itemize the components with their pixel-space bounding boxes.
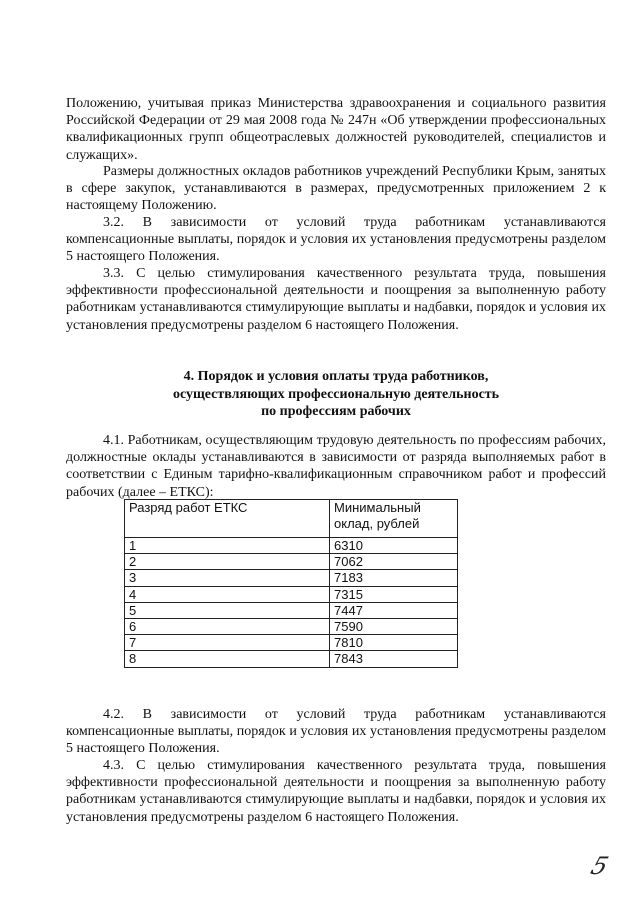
- salary-cell: 7183: [330, 570, 458, 586]
- paragraph-3-3: 3.3. С целью стимулирования качественного результата труда, повышения эффективности профессиональной деятельности и поощрения за выполненную работу работникам устанавливаются стимулирующие выплаты и надбавки, порядок и условия их установления предусмотрены разделом 6 настоящего Положения.: [66, 266, 606, 333]
- grade-cell: 3: [125, 570, 330, 586]
- grade-cell: 8: [125, 651, 330, 667]
- salary-cell: 7447: [330, 602, 458, 618]
- table-row: [125, 570, 458, 586]
- salary-cell: 7810: [330, 635, 458, 651]
- salary-cell: 7590: [330, 618, 458, 634]
- table-row: [125, 618, 458, 634]
- salary-cell: 7062: [330, 554, 458, 570]
- heading-line-1: 4. Порядок и условия оплаты труда работников,: [183, 369, 489, 384]
- paragraph-4-1: 4.1. Работникам, осуществляющим трудовую деятельность по профессиям рабочих, должностные оклады устанавливаются в зависимости от разряда выполняемых работ в соответствии с Единым тарифно-квалификационным справочником работ и профессий рабочих (далее – ЕТКС):: [66, 433, 606, 500]
- header-grade: Разряд работ ЕТКС: [125, 500, 330, 538]
- table-row: [125, 538, 458, 554]
- table-row: [125, 651, 458, 667]
- grade-cell: 7: [125, 635, 330, 651]
- heading-line-3: по профессиям рабочих: [261, 404, 411, 419]
- page-number: 5: [587, 852, 612, 880]
- grade-cell: 6: [125, 618, 330, 634]
- paragraph-3-2: 3.2. В зависимости от условий труда работникам устанавливаются компенсационные выплаты, порядок и условия их установления предусмотрены разделом 5 настоящего Положения.: [66, 215, 606, 265]
- grade-cell: 4: [125, 586, 330, 602]
- grade-cell: 2: [125, 554, 330, 570]
- paragraph-4-3: 4.3. С целью стимулирования качественного результата труда, повышения эффективности профессиональной деятельности и поощрения за выполненную работу работникам устанавливаются стимулирующие выплаты и надбавки, порядок и условия их установления предусмотрены разделом 6 настоящего Положения.: [66, 758, 606, 825]
- paragraph-4-2: 4.2. В зависимости от условий труда работникам устанавливаются компенсационные выплаты, порядок и условия их установления предусмотрены разделом 5 настоящего Положения.: [66, 707, 606, 757]
- section-heading-4: [66, 368, 606, 421]
- salary-cell: 7315: [330, 586, 458, 602]
- table-row: [125, 635, 458, 651]
- salary-cell: 6310: [330, 538, 458, 554]
- table-row: [125, 586, 458, 602]
- grade-cell: 5: [125, 602, 330, 618]
- paragraph-salary-sizes: Размеры должностных окладов работников учреждений Республики Крым, занятых в сфере закупок, устанавливаются в размерах, предусмотренных приложением 2 к настоящему Положению.: [66, 164, 606, 214]
- salary-cell: 7843: [330, 651, 458, 667]
- paragraph-continuation: Положению, учитывая приказ Министерства здравоохранения и социального развития Российской Федерации от 29 мая 2008 года № 247н «Об утверждении профессиональных квалификационных групп общеотраслевых должностей руководителей, специалистов и служащих».: [66, 96, 606, 163]
- table-header-row: [125, 500, 458, 538]
- heading-line-2: осуществляющих профессиональную деятельность: [172, 386, 500, 402]
- grade-cell: 1: [125, 538, 330, 554]
- table-row: [125, 602, 458, 618]
- header-salary: Минимальный оклад, рублей: [330, 500, 458, 538]
- table-row: [125, 554, 458, 570]
- etks-salary-table: [124, 499, 458, 668]
